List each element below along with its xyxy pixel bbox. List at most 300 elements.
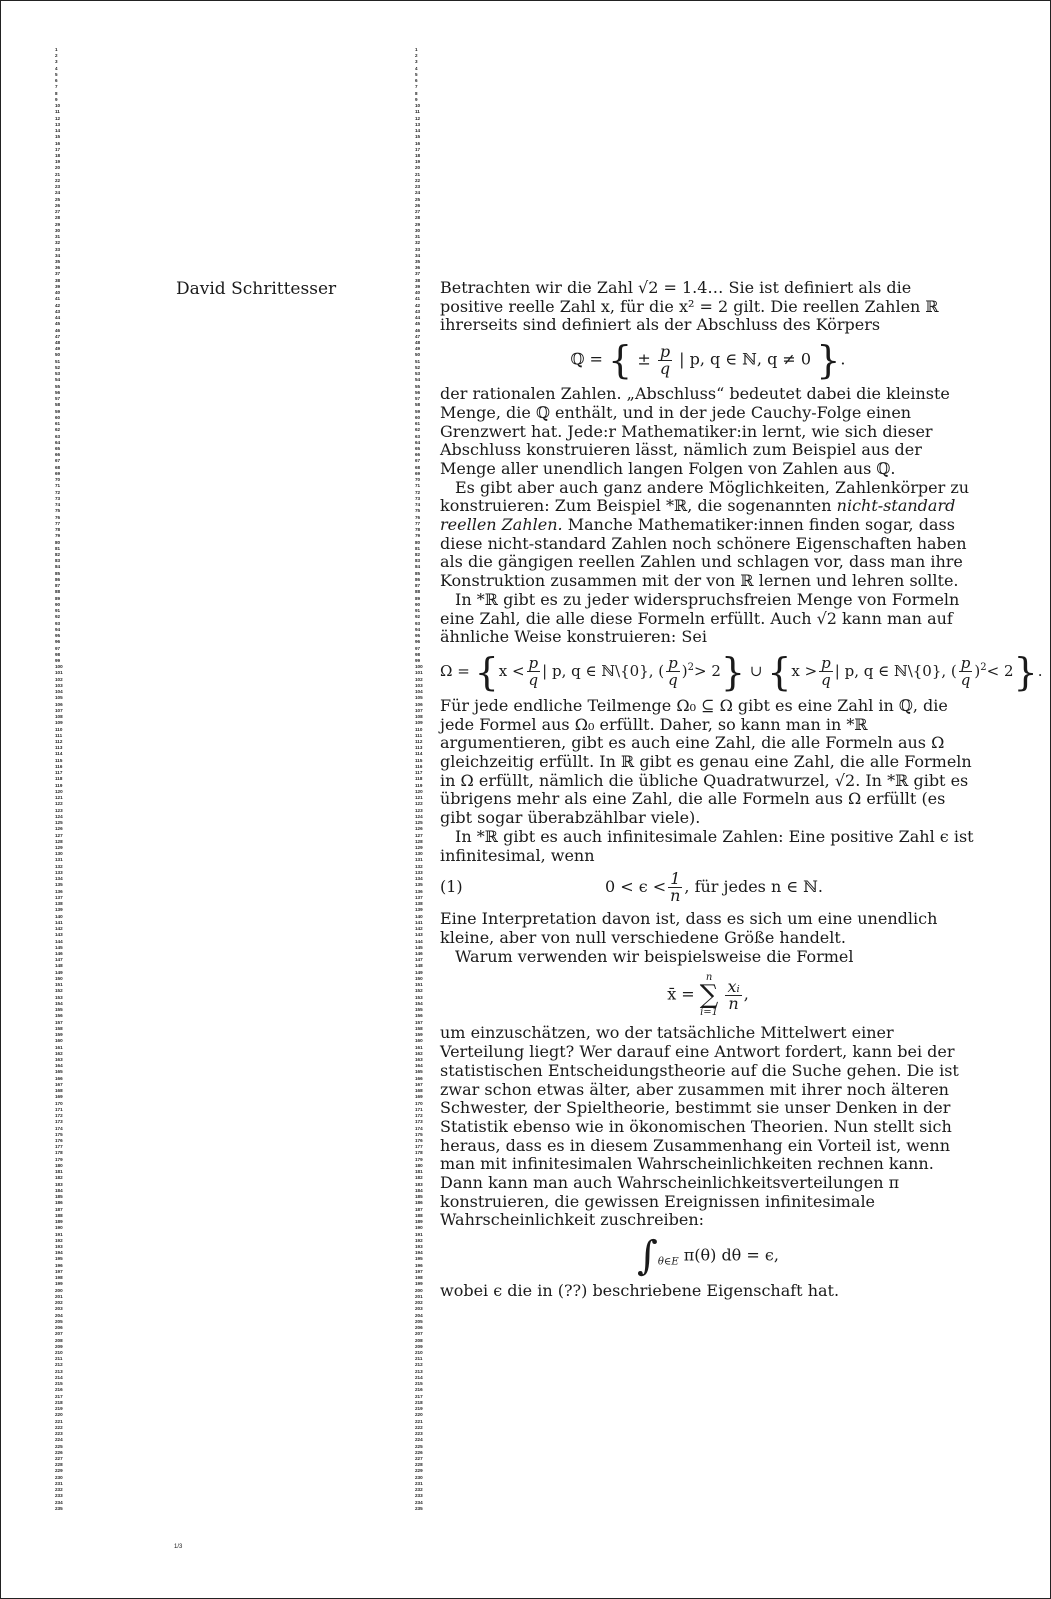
line-number: 130 [55, 851, 63, 857]
line-number: 129 [415, 845, 423, 850]
line-number: 41 [415, 296, 421, 302]
line-number: 101 [415, 670, 423, 676]
line-number: 126 [415, 826, 423, 832]
line-number: 42 [55, 302, 61, 308]
eq2-a: x < [498, 661, 525, 680]
line-number: 127 [415, 832, 423, 838]
line-number: 215 [55, 1381, 63, 1387]
line-number: 84 [415, 564, 421, 570]
equation-mean [440, 972, 976, 1018]
line-number: 155 [415, 1007, 423, 1013]
line-number: 229 [55, 1468, 63, 1474]
line-number: 208 [55, 1337, 63, 1343]
line-number: 111 [55, 732, 63, 738]
line-number: 220 [55, 1412, 63, 1418]
line-number: 193 [55, 1244, 63, 1249]
line-number: 116 [55, 763, 63, 769]
line-number: 129 [55, 845, 63, 850]
line-number: 98 [415, 651, 421, 657]
line-number: 227 [415, 1455, 423, 1461]
line-number: 51 [55, 358, 61, 364]
line-number: 35 [415, 258, 421, 264]
line-number: 166 [55, 1075, 63, 1081]
line-number: 9 [415, 96, 418, 102]
line-number: 180 [55, 1162, 63, 1168]
line-number: 17 [415, 146, 421, 152]
line-number: 48 [415, 340, 421, 346]
line-number: 79 [415, 533, 421, 539]
line-number: 71 [415, 483, 421, 489]
paragraph-1: Betrachten wir die Zahl √2 = 1.4… Sie ist definiert als die positive reelle Zahl x, für die x² = 2 gilt. Die reellen Zahlen ℝ ihrerseits sind definiert als der Abschluss des Körpers [440, 278, 939, 335]
line-number: 191 [415, 1231, 423, 1237]
line-number: 75 [55, 508, 61, 514]
line-number: 11 [415, 109, 420, 115]
line-number: 75 [415, 508, 421, 514]
line-number: 190 [55, 1225, 63, 1231]
line-number: 62 [415, 427, 421, 433]
line-number: 144 [415, 938, 423, 944]
line-number: 45 [55, 321, 61, 327]
line-number: 24 [55, 190, 61, 196]
line-number: 4 [55, 65, 58, 71]
line-number: 178 [415, 1150, 423, 1156]
line-number: 33 [415, 246, 421, 252]
line-number: 27 [55, 209, 61, 215]
line-number: 114 [415, 751, 423, 757]
line-number: 133 [415, 869, 423, 875]
line-number: 163 [415, 1056, 423, 1062]
line-number: 134 [55, 876, 63, 882]
line-number: 114 [55, 751, 63, 757]
line-number: 31 [55, 234, 61, 240]
line-number: 134 [415, 876, 423, 882]
line-number: 221 [55, 1418, 63, 1424]
line-number: 61 [415, 421, 421, 427]
line-numbers-right [415, 47, 429, 1512]
line-number: 159 [55, 1032, 63, 1038]
line-number: 99 [415, 657, 421, 663]
line-number: 196 [415, 1262, 423, 1268]
line-number: 11 [55, 109, 60, 115]
line-number: 142 [55, 926, 63, 932]
line-number: 146 [55, 950, 63, 956]
paragraph-5: Für jede endliche Teilmenge Ω₀ ⊆ Ω gibt es eine Zahl in ℚ, die jede Formel aus Ω₀ erfüllt. Daher, so kann man in *ℝ argumentieren, gibt es auch eine Zahl, die alle Formeln aus Ω gleichzeitig erfüllt. In ℝ gibt es genau eine Zahl, die alle Formeln in Ω erfüllt, nämlich die übliche Quadratwurzel, √2. In *ℝ gibt es übrigens mehr als eine Zahl, die alle Formeln aus Ω erfüllt (es gibt sogar überabzählbar viele). [440, 695, 972, 828]
line-number: 38 [55, 277, 61, 283]
line-number: 103 [55, 682, 63, 688]
line-number: 74 [55, 502, 61, 508]
line-number: 192 [55, 1237, 63, 1243]
line-number: 118 [55, 776, 63, 782]
line-number: 34 [415, 252, 421, 258]
eq1-pm: ± [637, 349, 651, 369]
line-number: 184 [55, 1187, 63, 1193]
line-number: 169 [415, 1094, 423, 1100]
line-number: 152 [55, 988, 63, 994]
eq1-lhs: ℚ = [570, 349, 603, 369]
line-number: 40 [415, 290, 421, 296]
line-number: 194 [55, 1250, 63, 1256]
line-number: 231 [55, 1480, 63, 1486]
line-number: 95 [415, 633, 421, 639]
line-number: 18 [415, 152, 421, 158]
line-number: 101 [55, 670, 63, 676]
line-number: 212 [55, 1362, 63, 1368]
equation-omega [440, 649, 1043, 694]
line-number: 106 [55, 701, 63, 707]
line-number: 172 [55, 1113, 63, 1119]
line-number: 8 [415, 90, 418, 96]
eq1-brace-open: { [608, 338, 633, 383]
line-number: 25 [415, 196, 421, 202]
line-number: 174 [415, 1125, 423, 1131]
line-number: 122 [415, 801, 423, 807]
line-number: 146 [415, 950, 423, 956]
line-number: 23 [415, 184, 421, 190]
eq2-b2: | p, q ∈ ℕ\{0}, ( [834, 661, 957, 680]
line-number: 21 [55, 171, 61, 177]
line-number: 64 [415, 439, 421, 445]
line-number: 35 [55, 258, 61, 264]
line-number: 50 [55, 352, 61, 358]
line-number: 68 [415, 464, 421, 470]
line-number: 209 [415, 1343, 423, 1349]
line-number: 132 [415, 863, 423, 869]
line-number: 137 [55, 894, 63, 900]
line-number: 211 [415, 1356, 423, 1362]
line-number: 42 [415, 302, 421, 308]
line-number: 69 [415, 470, 421, 476]
line-number: 86 [55, 576, 61, 582]
line-number: 169 [55, 1094, 63, 1100]
line-number: 171 [415, 1106, 423, 1112]
line-number: 56 [415, 389, 421, 395]
line-number: 26 [415, 202, 421, 208]
line-number: 166 [415, 1075, 423, 1081]
eq2-frac1 [527, 655, 541, 688]
line-number: 36 [415, 265, 421, 271]
paragraph-10: wobei ϵ die in (??) beschriebene Eigenschaft hat. [440, 1281, 840, 1301]
line-number: 44 [415, 315, 421, 321]
line-number: 222 [55, 1424, 63, 1430]
line-number: 7 [55, 84, 58, 90]
line-number: 202 [415, 1300, 423, 1306]
eq2-union: ∪ [745, 661, 768, 680]
line-number: 233 [415, 1493, 423, 1499]
line-number: 99 [55, 657, 61, 663]
line-number: 182 [55, 1175, 63, 1181]
line-number: 90 [55, 601, 61, 607]
line-number: 133 [55, 869, 63, 875]
line-number: 85 [55, 570, 61, 576]
line-number: 1 [415, 47, 418, 52]
line-number: 219 [55, 1406, 63, 1412]
line-number: 83 [415, 558, 421, 564]
paragraph-3 [440, 479, 976, 591]
line-number: 131 [55, 857, 63, 863]
line-number: 66 [55, 452, 61, 458]
line-number: 66 [415, 452, 421, 458]
line-number: 230 [55, 1474, 63, 1480]
line-number: 223 [55, 1431, 63, 1437]
line-number: 138 [55, 901, 63, 907]
line-number: 197 [415, 1268, 423, 1274]
line-number: 53 [415, 371, 421, 377]
eq2-frac4-den: q [960, 671, 971, 690]
line-number: 161 [415, 1044, 423, 1050]
line-number: 147 [415, 957, 423, 963]
line-number: 196 [55, 1262, 63, 1268]
line-number: 48 [55, 340, 61, 346]
equation-rationals [440, 338, 976, 383]
line-number: 198 [55, 1275, 63, 1281]
line-number: 113 [55, 745, 63, 751]
line-number: 14 [415, 128, 421, 134]
sum-symbol [700, 972, 719, 1018]
line-number: 51 [415, 358, 421, 364]
line-number: 117 [55, 770, 63, 776]
line-number: 16 [415, 140, 421, 146]
line-number: 76 [415, 514, 421, 520]
line-number: 58 [415, 402, 421, 408]
line-number: 110 [55, 726, 63, 732]
line-number: 13 [415, 121, 421, 127]
eq2-frac3-den: q [821, 671, 831, 690]
line-number: 235 [55, 1505, 63, 1511]
line-number: 65 [415, 446, 421, 451]
line-number: 97 [415, 645, 421, 651]
line-number: 177 [55, 1144, 63, 1150]
line-number: 57 [55, 396, 61, 402]
line-number: 186 [415, 1200, 423, 1206]
line-number: 53 [55, 371, 61, 377]
line-number: 209 [55, 1343, 63, 1349]
line-number: 164 [55, 1063, 63, 1069]
line-number: 195 [55, 1256, 63, 1262]
paragraph-7: Eine Interpretation davon ist, dass es sich um eine unendlich kleine, aber von null verschiedene Größe handelt. [440, 909, 938, 947]
eq2-c1: ) [681, 661, 688, 680]
paragraph-4: In *ℝ gibt es zu jeder widerspruchsfreien Menge von Formeln eine Zahl, die alle diese Formeln erfüllt. Auch √2 kann man auf ähnliche Weise konstruieren: Sei [440, 589, 960, 647]
line-number: 113 [415, 745, 423, 751]
line-number: 81 [55, 545, 61, 551]
line-number: 215 [415, 1381, 423, 1387]
line-number: 117 [415, 770, 423, 776]
line-number: 27 [415, 209, 421, 215]
line-number: 119 [415, 782, 423, 788]
line-number: 72 [55, 489, 61, 495]
paragraph-2: der rationalen Zahlen. „Abschluss“ bedeutet dabei die kleinste Menge, die ℚ enthält, und in der jede Cauchy-Folge einen Grenzwert hat. Jede:r Mathematiker:in lernt, wie sich dieser Abschluss konstruieren lässt, nämlich zum Beispiel aus der Menge aller unendlich langen Folgen von Zahlen aus ℚ. [440, 384, 950, 478]
line-number: 189 [415, 1219, 423, 1225]
line-number: 210 [55, 1349, 63, 1355]
line-number: 10 [415, 103, 421, 109]
line-number: 156 [55, 1013, 63, 1019]
p3-text-a: Es gibt aber auch ganz andere Möglichkeiten, Zahlenkörper zu konstruieren: Zum Beispiel *ℝ, die sogenannten [440, 477, 970, 516]
line-number: 194 [415, 1250, 423, 1256]
line-number: 211 [55, 1356, 63, 1362]
line-number: 109 [55, 720, 63, 726]
line-number: 70 [415, 477, 421, 483]
line-number: 185 [415, 1194, 423, 1200]
eq1-end: . [840, 349, 846, 369]
line-number: 95 [55, 633, 61, 639]
line-number: 58 [55, 402, 61, 408]
line-number: 176 [415, 1138, 423, 1144]
line-number: 142 [415, 926, 423, 932]
line-number: 210 [415, 1349, 423, 1355]
eq4-end: , [743, 984, 749, 1004]
line-number: 60 [55, 414, 61, 420]
line-number: 158 [55, 1025, 63, 1031]
line-number: 65 [55, 446, 61, 451]
eq2-frac2 [666, 655, 680, 688]
page-number: 1/3 [174, 1544, 183, 1550]
line-number: 77 [55, 520, 61, 526]
eq3-b: , für jedes n ∈ ℕ. [684, 877, 824, 897]
line-number: 206 [415, 1325, 423, 1331]
line-number: 39 [415, 283, 421, 289]
line-number: 96 [415, 639, 421, 645]
line-number: 157 [55, 1019, 63, 1025]
eq2-frac1-den: q [528, 671, 539, 690]
line-number: 218 [415, 1399, 423, 1405]
line-number: 197 [55, 1268, 63, 1274]
line-number: 207 [415, 1331, 423, 1337]
line-number: 71 [55, 483, 61, 489]
line-number: 43 [415, 308, 421, 314]
line-number: 136 [415, 888, 423, 894]
line-number: 205 [415, 1318, 423, 1324]
line-number: 207 [55, 1331, 63, 1337]
line-number: 45 [415, 321, 421, 327]
line-number: 226 [55, 1449, 63, 1455]
eq2-c2: ) [974, 661, 981, 680]
line-number: 225 [55, 1443, 63, 1449]
equation-1 [440, 871, 976, 904]
line-number: 200 [415, 1287, 423, 1293]
line-number: 76 [55, 514, 61, 520]
line-number: 228 [55, 1462, 63, 1468]
line-number: 167 [55, 1081, 63, 1087]
line-number: 145 [415, 944, 423, 950]
line-number: 107 [415, 707, 423, 713]
line-number: 135 [55, 882, 63, 888]
line-number: 123 [415, 807, 423, 813]
sigma-glyph: ∑ [699, 980, 719, 1011]
line-number: 232 [415, 1487, 423, 1493]
line-number: 12 [55, 115, 61, 121]
line-number: 223 [415, 1431, 423, 1437]
line-number: 87 [415, 583, 421, 589]
line-number: 6 [415, 78, 418, 84]
line-number: 29 [415, 221, 421, 227]
line-number: 174 [55, 1125, 63, 1131]
line-number: 188 [55, 1212, 63, 1218]
eq1-den: q [659, 358, 671, 378]
line-number: 198 [415, 1275, 423, 1281]
line-number: 109 [415, 720, 423, 726]
line-number: 226 [415, 1449, 423, 1455]
line-number: 177 [415, 1144, 423, 1150]
line-number: 186 [55, 1200, 63, 1206]
eq2-b1: | p, q ∈ ℕ\{0}, ( [542, 661, 665, 680]
line-numbers-left [55, 47, 69, 1512]
line-number: 201 [415, 1293, 423, 1299]
eq2-brace2-open: { [767, 649, 792, 694]
line-number: 216 [55, 1387, 63, 1393]
line-number: 195 [415, 1256, 423, 1262]
line-number: 139 [415, 907, 423, 913]
line-number: 165 [415, 1069, 423, 1075]
author-name: David Schrittesser [176, 279, 337, 299]
line-number: 40 [55, 290, 61, 296]
eq2-e: x > [791, 661, 818, 680]
line-number: 224 [415, 1437, 423, 1443]
line-number: 80 [55, 539, 61, 545]
line-number: 59 [415, 408, 421, 414]
equation-integral [440, 1233, 976, 1280]
line-number: 181 [415, 1169, 423, 1175]
line-number: 225 [415, 1443, 423, 1449]
line-number: 218 [55, 1399, 63, 1405]
line-number: 92 [55, 614, 61, 620]
line-number: 55 [55, 383, 61, 389]
eq2-f: < 2 [986, 661, 1014, 680]
line-number: 89 [55, 595, 61, 601]
line-number: 212 [415, 1362, 423, 1368]
line-number: 15 [415, 134, 421, 140]
line-number: 200 [55, 1287, 63, 1293]
line-number: 7 [415, 84, 418, 90]
line-number: 55 [415, 383, 421, 389]
line-number: 102 [55, 676, 63, 682]
line-number: 115 [55, 757, 63, 763]
line-number: 5 [415, 71, 418, 77]
eq3-fraction [668, 871, 682, 904]
line-number: 49 [415, 346, 421, 352]
line-number: 88 [55, 589, 61, 595]
line-number: 154 [55, 1000, 63, 1006]
line-number: 173 [415, 1119, 423, 1125]
line-number: 32 [415, 240, 421, 246]
eq3-label: (1) [440, 877, 463, 897]
line-number: 83 [55, 558, 61, 564]
line-number: 152 [415, 988, 423, 994]
line-number: 235 [415, 1505, 423, 1511]
p3-text-b: Manche Mathematiker:innen finden sogar, dass diese nicht-standard Zahlen noch schönere Eigenschaften haben als die gängigen reellen Zahlen und schlagen vor, dass man ihre Konstruktion zusammen mit der von ℝ lernen und lehren sollte. [440, 515, 967, 591]
line-number: 77 [415, 520, 421, 526]
integral-subscript: θ∈E [657, 1256, 679, 1268]
line-number: 185 [55, 1194, 63, 1200]
line-number: 151 [415, 982, 423, 988]
line-number: 217 [55, 1393, 63, 1399]
line-number: 36 [55, 265, 61, 271]
line-number: 81 [415, 545, 421, 551]
line-number: 232 [55, 1487, 63, 1493]
line-number: 30 [55, 227, 61, 233]
eq2-frac4-num: p [960, 654, 971, 673]
line-number: 26 [55, 202, 61, 208]
line-number: 214 [55, 1374, 63, 1380]
line-number: 93 [415, 620, 421, 626]
line-number: 38 [415, 277, 421, 283]
eq3-a: 0 < ϵ < [605, 877, 667, 897]
line-number: 204 [415, 1312, 423, 1318]
eq4-fraction [725, 976, 741, 1013]
eq3-num: 1 [670, 869, 681, 889]
line-number: 116 [415, 763, 423, 769]
line-number: 140 [415, 913, 423, 919]
line-number: 163 [55, 1056, 63, 1062]
eq2-lhs: Ω = [440, 661, 470, 680]
